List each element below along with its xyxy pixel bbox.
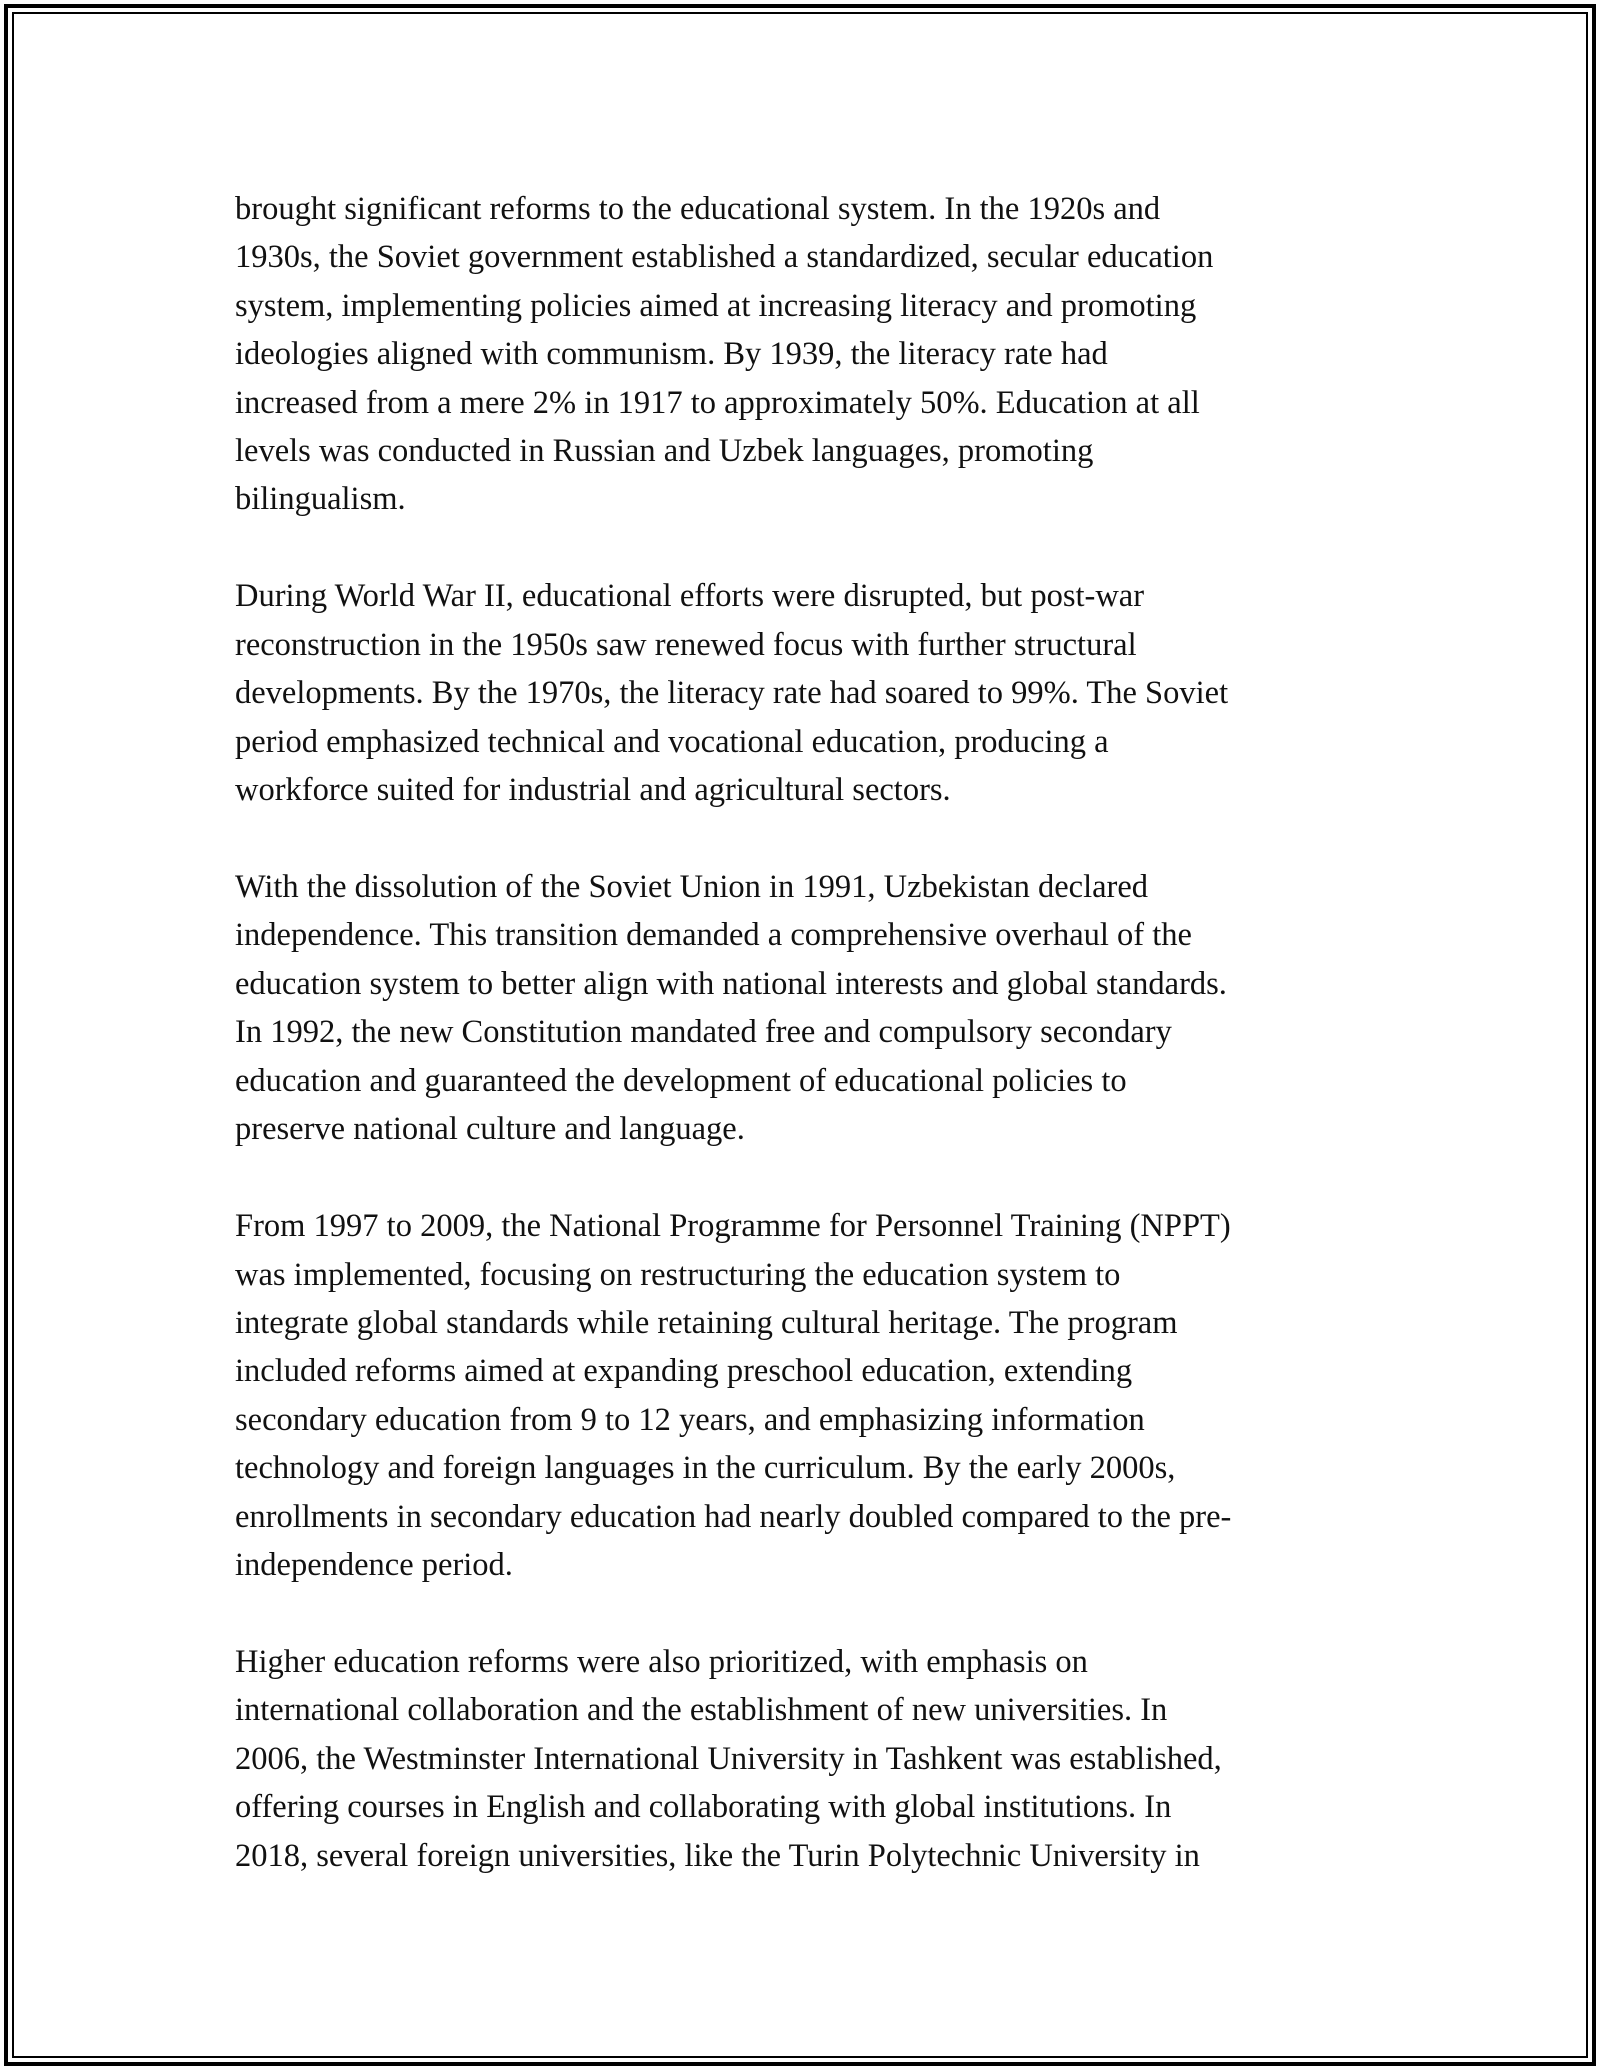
text-line: offering courses in English and collaborating with global institutions. In bbox=[235, 1789, 1172, 1826]
text-line: increased from a mere 2% in 1917 to approximately 50%. Education at all bbox=[235, 384, 1200, 421]
text-line: From 1997 to 2009, the National Programme for Personnel Training (NPPT) bbox=[235, 1208, 1231, 1245]
paragraph-nppt bbox=[235, 1202, 1365, 1589]
text-line: secondary education from 9 to 12 years, and emphasizing information bbox=[235, 1401, 1145, 1438]
text-line: independence. This transition demanded a comprehensive overhaul of the bbox=[235, 917, 1192, 954]
text-line: In 1992, the new Constitution mandated free and compulsory secondary bbox=[235, 1014, 1172, 1051]
paragraph-soviet-reforms bbox=[235, 185, 1365, 524]
text-line: developments. By the 1970s, the literacy rate had soared to 99%. The Soviet bbox=[235, 675, 1229, 712]
text-line: 2006, the Westminster International University in Tashkent was established, bbox=[235, 1740, 1222, 1777]
text-line: system, implementing policies aimed at increasing literacy and promoting bbox=[235, 287, 1197, 324]
text-line: education and guaranteed the development of educational policies to bbox=[235, 1062, 1127, 1099]
text-line: included reforms aimed at expanding preschool education, extending bbox=[235, 1353, 1133, 1390]
text-line: education system to better align with national interests and global standards. bbox=[235, 965, 1227, 1002]
text-line: enrollments in secondary education had nearly doubled compared to the pre- bbox=[235, 1498, 1232, 1535]
text-line: was implemented, focusing on restructuring the education system to bbox=[235, 1256, 1121, 1293]
text-line: brought significant reforms to the educational system. In the 1920s and bbox=[235, 191, 1161, 227]
paragraph-independence bbox=[235, 863, 1365, 1153]
text-line: bilingualism. bbox=[235, 481, 406, 518]
text-line: levels was conducted in Russian and Uzbek languages, promoting bbox=[235, 433, 1094, 470]
text-line: technology and foreign languages in the curriculum. By the early 2000s, bbox=[235, 1450, 1176, 1487]
text-line: Higher education reforms were also prioritized, with emphasis on bbox=[235, 1643, 1088, 1680]
text-line: international collaboration and the establishment of new universities. In bbox=[235, 1692, 1168, 1729]
text-line: reconstruction in the 1950s saw renewed focus with further structural bbox=[235, 626, 1137, 663]
text-line: preserve national culture and language. bbox=[235, 1111, 745, 1148]
paragraph-higher-education bbox=[235, 1638, 1365, 1880]
document-body bbox=[235, 185, 1365, 1929]
text-line: workforce suited for industrial and agricultural sectors. bbox=[235, 772, 951, 809]
text-line: period emphasized technical and vocational education, producing a bbox=[235, 723, 1109, 760]
text-line: 2018, several foreign universities, like the Turin Polytechnic University in bbox=[235, 1837, 1200, 1874]
text-line: During World War II, educational efforts were disrupted, but post-war bbox=[235, 578, 1145, 615]
text-line: With the dissolution of the Soviet Union in 1991, Uzbekistan declared bbox=[235, 869, 1149, 906]
text-line: 1930s, the Soviet government established a standardized, secular education bbox=[235, 239, 1214, 276]
text-line: ideologies aligned with communism. By 1939, the literacy rate had bbox=[235, 336, 1108, 373]
text-line: independence period. bbox=[235, 1546, 513, 1583]
paragraph-world-war-ii bbox=[235, 572, 1365, 814]
text-line: integrate global standards while retaining cultural heritage. The program bbox=[235, 1304, 1178, 1341]
